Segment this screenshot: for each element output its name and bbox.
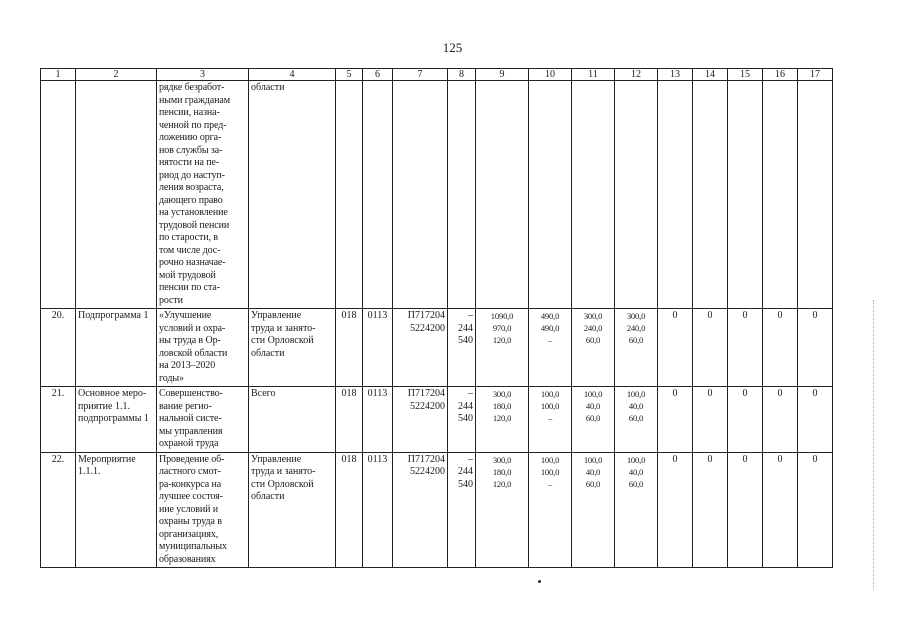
cell-line: Основное меро-: [78, 388, 147, 399]
vr-cell: [448, 452, 476, 568]
value-cell: [763, 81, 798, 309]
status-cell: [76, 452, 157, 568]
program-name-cell: [157, 81, 249, 309]
cell-line: 300,0: [626, 311, 646, 321]
value-cell: [615, 387, 658, 453]
cell-line: рочно назначае-: [159, 257, 226, 268]
cell-line: Всего: [251, 388, 276, 399]
cell-line: П717204: [407, 453, 445, 465]
column-header: 2: [76, 69, 157, 81]
cell-line: нятости на пе-: [159, 157, 220, 168]
cell-line: приятие 1.1.: [78, 400, 130, 412]
vr-cell: [448, 387, 476, 453]
cell-line: труда и занято-: [251, 322, 316, 334]
grbs-cell: 018: [336, 387, 363, 453]
cell-line: Совершенство-: [159, 388, 223, 399]
cell-line: –: [547, 335, 553, 345]
scan-speck: [538, 580, 541, 583]
cell-line: ления возраста,: [159, 182, 224, 193]
column-header: 12: [615, 69, 658, 81]
cell-line: 120,0: [492, 478, 512, 489]
cell-line: 300,0: [583, 311, 603, 321]
cell-line: ложению орга-: [159, 132, 222, 143]
column-header: 13: [658, 69, 693, 81]
value-cell: 0: [763, 309, 798, 387]
rzpr-cell: 0113: [363, 387, 393, 453]
cell-line: П717204: [407, 388, 445, 399]
table-row: [41, 387, 833, 453]
table-row: [41, 452, 833, 568]
csr-cell: [393, 81, 448, 309]
cell-line: 60,0: [585, 478, 601, 489]
value-cell: [615, 309, 658, 387]
cell-line: 120,0: [492, 413, 512, 423]
cell-line: 490,0: [540, 323, 560, 333]
page-number: 125: [442, 40, 463, 55]
value-cell: [476, 387, 529, 453]
cell-line: лучшее состоя-: [159, 491, 223, 502]
status-cell: [76, 81, 157, 309]
cell-line: 40,0: [628, 401, 644, 411]
program-name-cell: [157, 452, 249, 568]
vr-cell: [448, 81, 476, 309]
cell-line: 100,0: [626, 454, 646, 465]
cell-line: 5224200: [410, 466, 445, 477]
rzpr-cell: 0113: [363, 309, 393, 387]
grbs-cell: 018: [336, 452, 363, 568]
cell-line: 100,0: [540, 466, 560, 477]
cell-line: –: [547, 478, 553, 489]
csr-cell: [393, 387, 448, 453]
cell-line: ние условий и: [159, 503, 219, 515]
cell-line: рядке безработ-: [159, 82, 225, 93]
value-cell: [615, 452, 658, 568]
column-header: 17: [798, 69, 833, 81]
value-cell: [529, 81, 572, 309]
csr-cell: [393, 452, 448, 568]
cell-line: организациях,: [159, 528, 219, 540]
value-cell: 0: [658, 309, 693, 387]
cell-line: 490,0: [540, 311, 560, 321]
table-row: [41, 309, 833, 387]
column-header: 11: [572, 69, 615, 81]
cell-line: на 2013–2020: [159, 360, 216, 371]
executor-cell: [249, 81, 336, 309]
cell-line: Мероприятие: [78, 453, 136, 465]
value-cell: 0: [658, 452, 693, 568]
cell-line: трудовой пенсии: [159, 219, 230, 231]
value-cell: 0: [728, 452, 763, 568]
cell-line: 1.1.1.: [78, 466, 101, 477]
cell-line: ченной по пред-: [159, 119, 227, 131]
value-cell: 0: [693, 452, 728, 568]
cell-line: по старости, в: [159, 232, 218, 243]
value-cell: 0: [763, 387, 798, 453]
row-number-cell: 20.: [41, 309, 76, 387]
cell-line: 100,0: [626, 389, 646, 399]
cell-line: годы»: [159, 372, 184, 384]
cell-line: 60,0: [628, 413, 644, 423]
cell-line: 40,0: [628, 466, 644, 477]
cell-line: условий и охра-: [159, 322, 226, 334]
cell-line: вание регио-: [159, 400, 212, 412]
status-cell: Подпрограмма 1: [76, 309, 157, 387]
cell-line: 60,0: [585, 335, 601, 345]
value-cell: 0: [728, 309, 763, 387]
cell-line: 244: [458, 400, 473, 412]
executor-cell: [249, 452, 336, 568]
cell-line: 540: [458, 335, 473, 346]
cell-line: ными гражданам: [159, 94, 230, 106]
grbs-cell: [336, 81, 363, 309]
cell-line: 120,0: [492, 335, 512, 345]
executor-cell: [249, 387, 336, 453]
cell-line: подпрограммы 1: [78, 413, 149, 424]
column-header: 3: [157, 69, 249, 81]
cell-line: на установление: [159, 207, 228, 218]
column-header: 6: [363, 69, 393, 81]
cell-line: 100,0: [540, 389, 560, 399]
value-cell: 0: [798, 309, 833, 387]
value-cell: [529, 309, 572, 387]
value-cell: [572, 452, 615, 568]
column-number-row: [41, 69, 833, 81]
value-cell: 0: [693, 309, 728, 387]
column-header: 1: [41, 69, 76, 81]
cell-line: ловской области: [159, 347, 228, 359]
row-number-cell: [41, 81, 76, 309]
cell-line: Проведение об-: [159, 453, 225, 465]
cell-line: области: [251, 82, 285, 93]
cell-line: образованиях: [159, 553, 216, 565]
cell-line: мой трудовой: [159, 269, 216, 281]
cell-line: 970,0: [492, 323, 512, 333]
csr-cell: [393, 309, 448, 387]
value-cell: 0: [798, 387, 833, 453]
program-name-cell: [157, 387, 249, 453]
column-header: 14: [693, 69, 728, 81]
status-cell: [76, 387, 157, 453]
cell-line: 60,0: [628, 335, 644, 345]
row-number-cell: 22.: [41, 452, 76, 568]
cell-line: П717204: [407, 310, 445, 321]
table-row: [41, 81, 833, 309]
program-name-cell: [157, 309, 249, 387]
value-cell: 0: [658, 387, 693, 453]
value-cell: 0: [693, 387, 728, 453]
scan-edge-marks: [873, 300, 875, 590]
value-cell: [728, 81, 763, 309]
cell-line: дающего право: [159, 194, 223, 206]
cell-line: 180,0: [492, 401, 512, 411]
cell-line: риод до наступ-: [159, 169, 225, 181]
cell-line: сти Орловской: [251, 478, 314, 490]
cell-line: «Улучшение: [159, 310, 212, 321]
cell-line: охраны труда в: [159, 516, 222, 527]
cell-line: 40,0: [585, 401, 601, 411]
cell-line: Управление: [251, 453, 302, 465]
cell-line: 540: [458, 478, 473, 490]
cell-line: 1090,0: [490, 311, 514, 321]
value-cell: [572, 387, 615, 453]
cell-line: ны труда в Ор-: [159, 335, 221, 346]
column-header: 8: [448, 69, 476, 81]
cell-line: 240,0: [583, 323, 603, 333]
cell-line: 180,0: [492, 466, 512, 477]
column-header: 7: [393, 69, 448, 81]
rzpr-cell: 0113: [363, 452, 393, 568]
cell-line: сти Орловской: [251, 335, 314, 346]
cell-line: ластного смот-: [159, 466, 221, 477]
row-number-cell: 21.: [41, 387, 76, 453]
cell-line: рости: [159, 294, 183, 306]
cell-line: мы управления: [159, 425, 223, 437]
value-cell: 0: [798, 452, 833, 568]
value-cell: [572, 309, 615, 387]
cell-line: –: [468, 310, 473, 321]
value-cell: [529, 387, 572, 453]
cell-line: 60,0: [628, 478, 644, 489]
cell-line: 244: [458, 466, 473, 477]
column-header: 10: [529, 69, 572, 81]
cell-line: –: [468, 453, 473, 465]
cell-line: 100,0: [540, 401, 560, 411]
grbs-cell: 018: [336, 309, 363, 387]
cell-line: области: [251, 491, 285, 502]
value-cell: [476, 452, 529, 568]
cell-line: охраной труда: [159, 438, 219, 449]
cell-line: пенсии, назна-: [159, 107, 220, 118]
cell-line: том числе дос-: [159, 244, 221, 256]
value-cell: [615, 81, 658, 309]
cell-line: труда и занято-: [251, 466, 316, 477]
value-cell: [476, 81, 529, 309]
rzpr-cell: [363, 81, 393, 309]
cell-line: –: [547, 413, 553, 423]
value-cell: [798, 81, 833, 309]
column-header: 4: [249, 69, 336, 81]
cell-line: 240,0: [626, 323, 646, 333]
cell-line: 100,0: [583, 454, 603, 465]
value-cell: [658, 81, 693, 309]
cell-line: 100,0: [583, 389, 603, 399]
column-header: 9: [476, 69, 529, 81]
cell-line: 40,0: [585, 466, 601, 477]
cell-line: –: [468, 388, 473, 399]
cell-line: области: [251, 347, 285, 359]
cell-line: 540: [458, 413, 473, 424]
cell-line: ра-конкурса на: [159, 478, 222, 490]
column-header: 16: [763, 69, 798, 81]
budget-table: [40, 68, 833, 568]
value-cell: 0: [728, 387, 763, 453]
cell-line: Управление: [251, 310, 302, 321]
column-header: 15: [728, 69, 763, 81]
cell-line: 5224200: [410, 400, 445, 412]
cell-line: муниципальных: [159, 541, 227, 552]
cell-line: нальной систе-: [159, 413, 222, 424]
value-cell: [693, 81, 728, 309]
value-cell: [572, 81, 615, 309]
cell-line: 244: [458, 322, 473, 334]
cell-line: 300,0: [492, 389, 512, 399]
cell-line: 60,0: [585, 413, 601, 423]
executor-cell: [249, 309, 336, 387]
vr-cell: [448, 309, 476, 387]
cell-line: пенсии по ста-: [159, 282, 220, 293]
value-cell: [529, 452, 572, 568]
cell-line: 5224200: [410, 322, 445, 334]
cell-line: 300,0: [492, 454, 512, 465]
value-cell: 0: [763, 452, 798, 568]
value-cell: [476, 309, 529, 387]
column-header: 5: [336, 69, 363, 81]
cell-line: 100,0: [540, 454, 560, 465]
cell-line: нов службы за-: [159, 144, 223, 156]
